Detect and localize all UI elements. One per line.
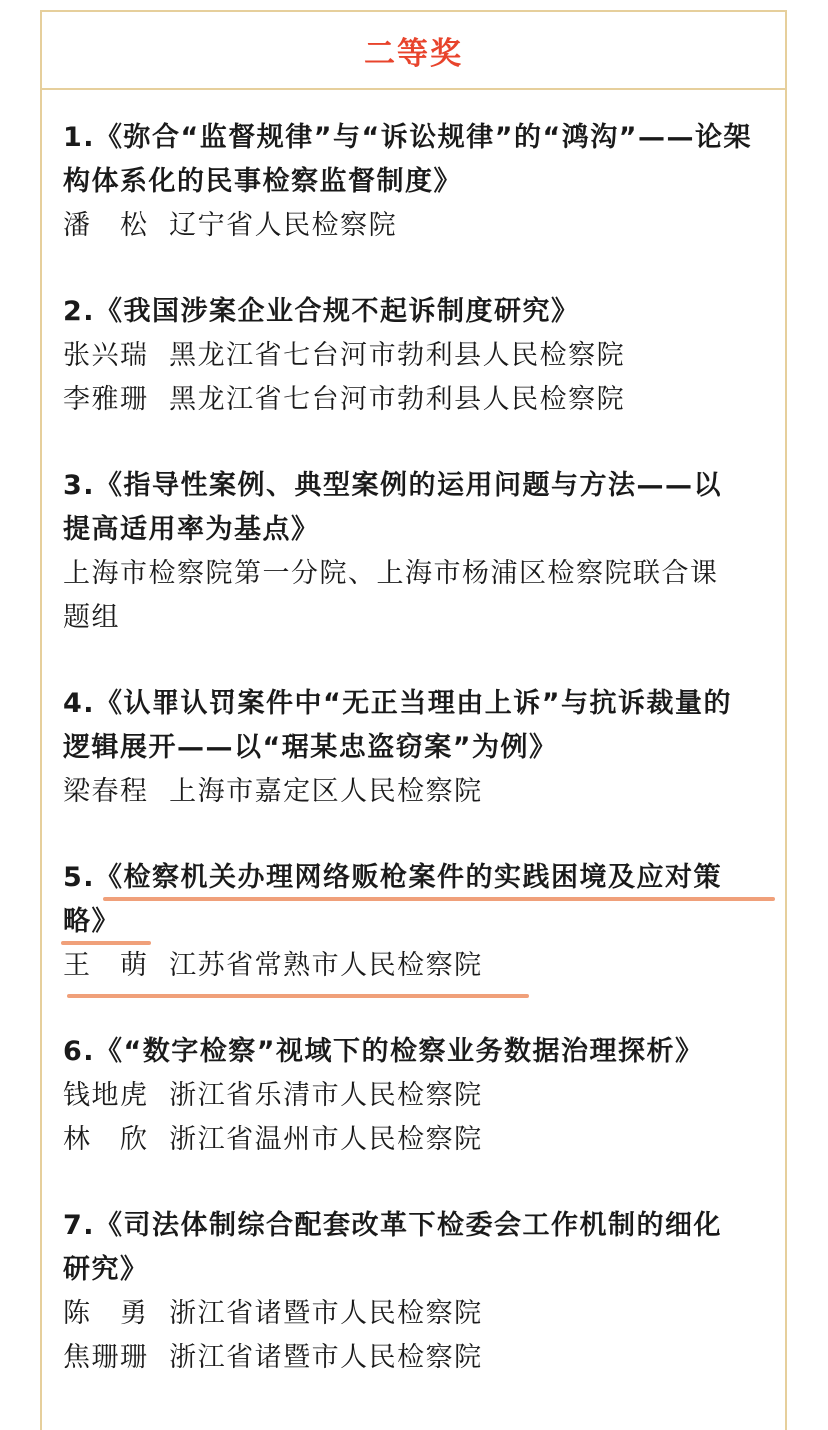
section-title: 二等奖 bbox=[364, 35, 463, 72]
award-panel bbox=[40, 10, 787, 1430]
list-item bbox=[63, 290, 785, 422]
entry-title: 5.《检察机关办理网络贩枪案件的实践困境及应对策 bbox=[63, 856, 785, 900]
entry-author: 钱地虎 浙江省乐清市人民检察院 bbox=[63, 1080, 483, 1111]
entry-title-cont: 构体系化的民事检察监督制度》 bbox=[63, 166, 462, 197]
highlight-underline bbox=[67, 994, 529, 998]
entry-list bbox=[42, 90, 785, 1380]
entry-title: 3.《指导性案例、典型案例的运用问题与方法——以 bbox=[63, 470, 723, 501]
list-item bbox=[63, 116, 785, 248]
entry-title: 7.《司法体制综合配套改革下检委会工作机制的细化 bbox=[63, 1210, 723, 1241]
entry-author: 李雅珊 黑龙江省七台河市勃利县人民检察院 bbox=[63, 384, 626, 415]
entry-title-cont: 研究》 bbox=[63, 1254, 149, 1285]
entry-org: 上海市检察院第一分院、上海市杨浦区检察院联合课 bbox=[63, 558, 719, 589]
entry-title: 2.《我国涉案企业合规不起诉制度研究》 bbox=[63, 296, 580, 327]
entry-author: 焦珊珊 浙江省诸暨市人民检察院 bbox=[63, 1342, 483, 1373]
entry-org-cont: 题组 bbox=[63, 602, 120, 633]
list-item bbox=[63, 464, 785, 640]
list-item-highlighted bbox=[63, 856, 785, 988]
entry-author: 林 欣 浙江省温州市人民检察院 bbox=[63, 1124, 483, 1155]
entry-title-cont: 略》 bbox=[63, 900, 785, 944]
list-item bbox=[63, 682, 785, 814]
entry-author: 陈 勇 浙江省诸暨市人民检察院 bbox=[63, 1298, 483, 1329]
entry-author: 潘 松 辽宁省人民检察院 bbox=[63, 210, 398, 241]
entry-title: 4.《认罪认罚案件中“无正当理由上诉”与抗诉裁量的 bbox=[63, 688, 733, 719]
entry-title-cont: 逻辑展开——以“琚某忠盗窃案”为例》 bbox=[63, 732, 558, 763]
entry-title-cont: 提高适用率为基点》 bbox=[63, 514, 320, 545]
entry-author: 王 萌 江苏省常熟市人民检察院 bbox=[63, 944, 785, 988]
entry-author: 张兴瑞 黑龙江省七台河市勃利县人民检察院 bbox=[63, 340, 626, 371]
entry-title: 1.《弥合“监督规律”与“诉讼规律”的“鸿沟”——论架 bbox=[63, 122, 753, 153]
list-item bbox=[63, 1204, 785, 1380]
list-item bbox=[63, 1030, 785, 1162]
section-header bbox=[42, 12, 785, 90]
entry-author: 梁春程 上海市嘉定区人民检察院 bbox=[63, 776, 483, 807]
entry-title: 6.《“数字检察”视域下的检察业务数据治理探析》 bbox=[63, 1036, 704, 1067]
